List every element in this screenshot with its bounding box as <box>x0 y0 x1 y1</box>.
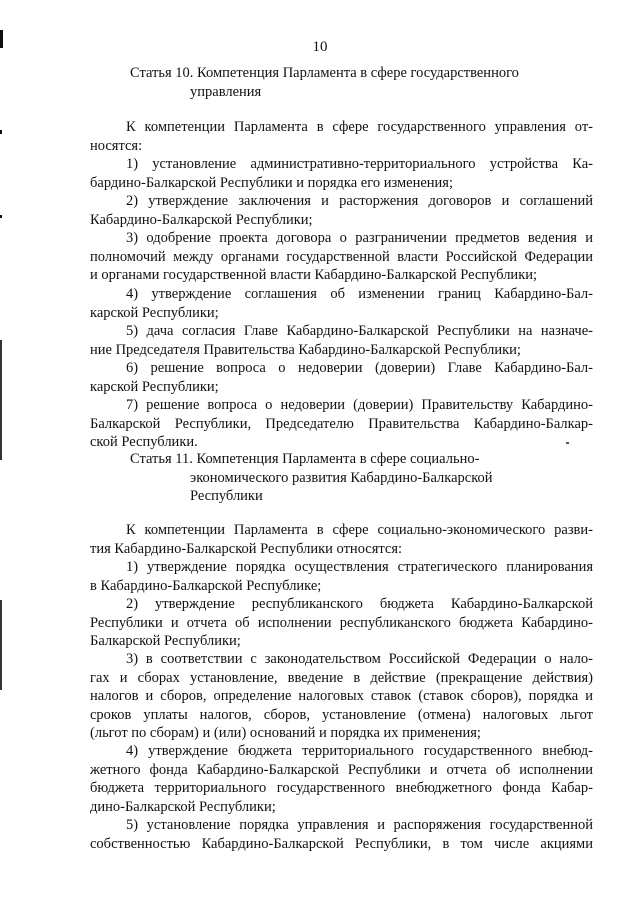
scan-margin-mark <box>0 340 2 460</box>
heading-line: экономического развития Кабардино-Балкарской <box>190 469 493 486</box>
heading-line: Статья 10. Компетенция Парламента в сфере государственного <box>130 65 519 81</box>
text-line: и органами государственной власти Кабардино-Балкарской Республики; <box>90 267 538 284</box>
text-line: дино-Балкарской Республики; <box>90 798 276 815</box>
article-10-heading <box>130 64 570 101</box>
article-11-item-5 <box>90 816 593 853</box>
heading-line: управления <box>190 83 262 100</box>
text-line: 1) утверждение порядка осуществления стратегического планирования <box>126 559 593 575</box>
article-10-item-4 <box>90 285 593 322</box>
text-line: налогов и сборов, определение налоговых ставок (ставок сборов), порядка и <box>90 688 593 705</box>
article-11-item-4 <box>90 742 593 816</box>
text-line: в Кабардино-Балкарской Республике; <box>90 577 322 594</box>
article-11-heading <box>130 450 570 506</box>
text-line: К компетенции Парламента в сфере государственного управления от- <box>126 119 593 135</box>
text-line: 6) решение вопроса о недоверии (доверии) Главе Кабардино-Бал- <box>126 360 593 376</box>
text-line: сроков уплаты налогов, сборов, установление (отмена) налоговых льгот <box>90 706 593 723</box>
text-line: 5) установление порядка управления и распоряжения государственной <box>126 817 593 833</box>
text-line: ние Председателя Правительства Кабардино-Балкарской Республики; <box>90 341 521 358</box>
text-line: полномочий между органами государственной власти Российской Федерации <box>90 248 593 265</box>
text-line: карской Республики; <box>90 378 219 395</box>
text-line: 3) в соответствии с законодательством Российской Федерации о нало- <box>126 651 593 667</box>
scan-margin-mark <box>0 600 2 690</box>
article-11-intro <box>90 521 593 558</box>
article-10-item-7 <box>90 396 593 452</box>
text-line: ской Республики. <box>90 434 198 451</box>
article-10-intro <box>90 118 593 155</box>
text-line: бардино-Балкарской Республики и порядка его изменения; <box>90 174 454 191</box>
text-line: 3) одобрение проекта договора о разграничении предметов ведения и <box>126 230 593 246</box>
text-line: К компетенции Парламента в сфере социально-экономического разви- <box>126 522 593 538</box>
text-line: 4) утверждение соглашения об изменении границ Кабардино-Бал- <box>126 286 593 302</box>
text-line: жетного фонда Кабардино-Балкарской Республики и отчета об исполнении <box>90 761 593 778</box>
text-line: носятся: <box>90 137 143 154</box>
text-line: тия Кабардино-Балкарской Республики относятся: <box>90 540 403 557</box>
heading-line: Статья 11. Компетенция Парламента в сфере социально- <box>130 451 480 467</box>
heading-line: Республики <box>190 488 263 504</box>
article-11-item-2 <box>90 595 593 651</box>
article-10-item-1 <box>90 155 593 192</box>
scan-margin-mark <box>0 130 2 134</box>
article-10-item-6 <box>90 359 593 396</box>
article-10-item-3 <box>90 229 593 285</box>
text-line: собственностью Кабардино-Балкарской Республики, в том числе акциями <box>90 835 593 852</box>
text-line: 4) утверждение бюджета территориального государственного внебюд- <box>126 743 593 759</box>
text-line: 7) решение вопроса о недоверии (доверии) Правительству Кабардино- <box>126 397 593 413</box>
scan-margin-mark <box>0 215 2 218</box>
text-line: 5) дача согласия Главе Кабардино-Балкарской Республики на назначе- <box>126 323 593 339</box>
text-line: Кабардино-Балкарской Республики; <box>90 211 313 228</box>
text-line: 1) установление административно-территориального устройства Ка- <box>126 156 593 172</box>
article-10-item-5 <box>90 322 593 359</box>
text-line: Республики и отчета об исполнении республиканского бюджета Кабардино- <box>90 614 593 631</box>
article-11-item-3 <box>90 650 593 743</box>
text-line: 2) утверждение заключения и расторжения договоров и соглашений <box>126 193 593 209</box>
text-line: (льгот по сборам) и (или) оснований и порядка их применения; <box>90 725 481 742</box>
text-line: 2) утверждение республиканского бюджета Кабардино-Балкарской <box>126 596 593 612</box>
page-number: 10 <box>312 39 328 55</box>
text-line: Балкарской Республики, Председателю Правительства Кабардино-Балкар- <box>90 415 593 432</box>
text-line: карской Республики; <box>90 304 219 321</box>
article-10-item-2 <box>90 192 593 229</box>
article-11-item-1 <box>90 558 593 595</box>
text-line: Балкарской Республики; <box>90 633 241 650</box>
text-line: гах и сборах установление, введение в действие (прекращение действия) <box>90 669 593 686</box>
text-line: бюджета территориального государственного внебюджетного фонда Кабар- <box>90 780 593 797</box>
